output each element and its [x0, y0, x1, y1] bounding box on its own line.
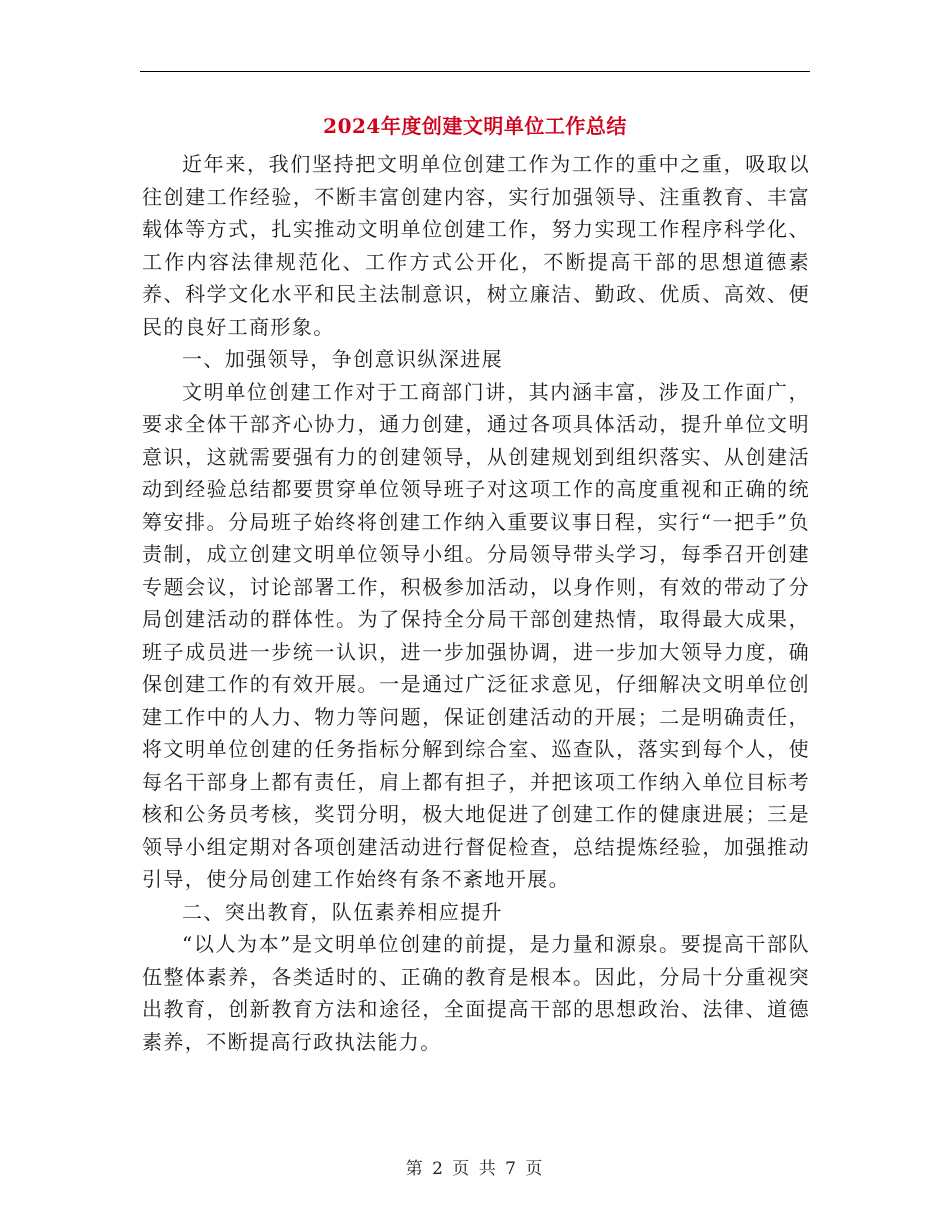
- page-number: 第 2 页 共 7 页: [405, 1159, 545, 1179]
- section-heading-2: 二、突出教育，队伍素养相应提升: [182, 899, 503, 924]
- page-footer: [140, 1154, 810, 1179]
- document-body: [142, 148, 810, 1058]
- paragraph-section-1: 文明单位创建工作对于工商部门讲，其内涵丰富，涉及工作面广，要求全体干部齐心协力，通力创建，通过各项具体活动，提升单位文明意识，这就需要强有力的创建领导，从创建规划到组织落实、从创建活动到经验总结都要贯穿单位领导班子对这项工作的高度重视和正确的统筹安排。分局班子始终将创建工作纳入重要议事日程，实行“一把手”负责制，成立创建文明单位领导小组。分局领导带头学习，每季召开创建专题会议，讨论部署工作，积极参加活动，以身作则，有效的带动了分局创建活动的群体性。为了保持全分局干部创建热情，取得最大成果，班子成员进一步统一认识，进一步加强协调，进一步加大领导力度，确保创建工作的有效开展。一是通过广泛征求意见，仔细解决文明单位创建工作中的人力、物力等问题，保证创建活动的开展；二是明确责任，将文明单位创建的任务指标分解到综合室、巡查队，落实到每个人，使每名干部身上都有责任，肩上都有担子，并把该项工作纳入单位目标考核和公务员考核，奖罚分明，极大地促进了创建工作的健康进展；三是领导小组定期对各项创建活动进行督促检查，总结提炼经验，加强推动引导，使分局创建工作始终有条不紊地开展。: [142, 379, 810, 891]
- document-title: 2024年度创建文明单位工作总结: [323, 114, 627, 138]
- header-rule: [140, 71, 810, 72]
- paragraph-section-2: “以人为本”是文明单位创建的前提，是力量和源泉。要提高干部队伍整体素养，各类适时的、正确的教育是根本。因此，分局十分重视突出教育，创新教育方法和途径，全面提高干部的思想政治、法律、道德素养，不断提高行政执法能力。: [142, 932, 810, 1054]
- paragraph-intro: 近年来，我们坚持把文明单位创建工作为工作的重中之重，吸取以往创建工作经验，不断丰富创建内容，实行加强领导、注重教育、丰富载体等方式，扎实推动文明单位创建工作，努力实现工作程序科学化、工作内容法律规范化、工作方式公开化，不断提高干部的思想道德素养、科学文化水平和民主法制意识，树立廉洁、勤政、优质、高效、便民的良好工商形象。: [142, 152, 810, 339]
- section-heading-1: 一、加强领导，争创意识纵深进展: [182, 347, 503, 371]
